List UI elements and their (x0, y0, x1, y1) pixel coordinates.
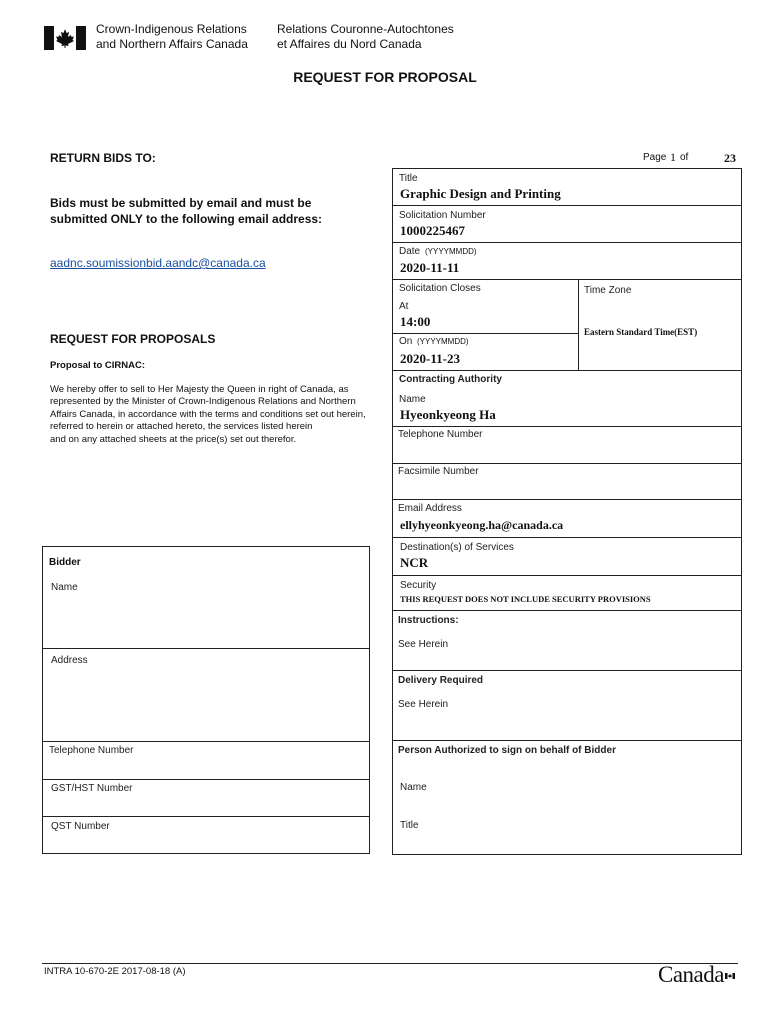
dept-en-line2: and Northern Affairs Canada (96, 37, 248, 51)
title-label: Title (399, 173, 418, 184)
return-bids-to-heading: RETURN BIDS TO: (50, 151, 156, 165)
bidder-qst-label: QST Number (51, 821, 110, 832)
solicitation-number-label: Solicitation Number (399, 210, 486, 221)
wordmark-flag-icon (725, 966, 735, 972)
page-title: REQUEST FOR PROPOSAL (293, 69, 477, 85)
page-of-label: of (680, 152, 689, 163)
offer-text-line: Affairs Canada, in accordance with the terms and conditions set out herein, (50, 408, 366, 420)
signer-name-label: Name (400, 782, 427, 793)
bids-notice-line1: Bids must be submitted by email and must be (50, 196, 312, 210)
page-label: Page (643, 152, 667, 163)
on-label: On (399, 336, 413, 347)
delivery-required-label: Delivery Required (398, 675, 484, 686)
bidder-gst-label: GST/HST Number (51, 783, 133, 794)
signer-title-label: Title (400, 820, 419, 831)
department-name-fr (277, 22, 454, 52)
date-value: 2020-11-11 (400, 260, 460, 275)
contact-name-label: Name (399, 394, 426, 405)
bidder-name-label: Name (51, 582, 78, 593)
dept-fr-line1: Relations Couronne-Autochtones (277, 22, 454, 36)
time-zone-value: Eastern Standard Time(EST) (584, 327, 698, 337)
destination-value: NCR (400, 555, 429, 570)
bidder-address-label: Address (51, 655, 88, 666)
date-format: (YYYYMMDD) (425, 247, 477, 256)
date-label: Date (399, 246, 421, 257)
page-current: 1 (670, 150, 676, 164)
canada-wordmark: Canada (658, 962, 724, 987)
contact-email-value: ellyhyeonkyeong.ha@canada.ca (400, 518, 564, 532)
bid-email-link[interactable]: aadnc.soumissionbid.aandc@canada.ca (50, 256, 266, 270)
proposal-to-label: Proposal to CIRNAC: (50, 360, 145, 371)
closing-date-value: 2020-11-23 (400, 351, 460, 366)
bidder-form (42, 546, 370, 854)
contracting-authority-label: Contracting Authority (399, 374, 502, 385)
solicitation-number-value: 1000225467 (400, 223, 465, 238)
title-value: Graphic Design and Printing (400, 186, 561, 201)
offer-text-line: referred to herein or attached hereto, the services listed herein (50, 421, 313, 433)
page-total: 23 (724, 151, 736, 165)
security-label: Security (400, 580, 437, 591)
offer-text-line: We hereby offer to sell to Her Majesty the Queen in right of Canada, as (50, 384, 349, 395)
instructions-label: Instructions: (398, 615, 459, 626)
destination-label: Destination(s) of Services (400, 542, 514, 553)
offer-text-line: and on any attached sheets at the price(s) set out therefor. (50, 433, 297, 445)
canada-flag-logo (44, 26, 86, 50)
form-code: INTRA 10-670-2E 2017-08-18 (A) (44, 966, 186, 977)
instructions-value: See Herein (398, 639, 449, 650)
bids-notice-line2: submitted ONLY to the following email address: (50, 212, 323, 226)
closing-time-value: 14:00 (400, 314, 431, 329)
contact-email-label: Email Address (398, 503, 462, 514)
on-date-format: (YYYYMMDD) (417, 337, 469, 346)
solicitation-closes-label: Solicitation Closes (399, 283, 481, 294)
bids-notice (50, 195, 322, 227)
dept-en-line1: Crown-Indigenous Relations (96, 22, 247, 36)
offer-text (50, 384, 390, 446)
person-authorized-label: Person Authorized to sign on behalf of Bidder (398, 745, 616, 756)
security-value: THIS REQUEST DOES NOT INCLUDE SECURITY PROVISIONS (400, 594, 651, 604)
contact-facsimile-label: Facsimile Number (398, 466, 479, 477)
offer-text-line: represented by the Minister of Crown-Indigenous Relations and Northern (50, 396, 356, 408)
dept-fr-line2: et Affaires du Nord Canada (277, 37, 422, 51)
contact-telephone-label: Telephone Number (398, 429, 483, 440)
contact-name-value: Hyeonkyeong Ha (400, 407, 496, 422)
delivery-required-value: See Herein (398, 699, 449, 710)
time-zone-label: Time Zone (584, 285, 632, 296)
rfp-heading: REQUEST FOR PROPOSALS (50, 332, 216, 346)
department-name-en (96, 22, 248, 52)
bidder-heading: Bidder (49, 557, 81, 568)
at-label: At (399, 301, 409, 312)
bidder-telephone-label: Telephone Number (49, 745, 134, 756)
